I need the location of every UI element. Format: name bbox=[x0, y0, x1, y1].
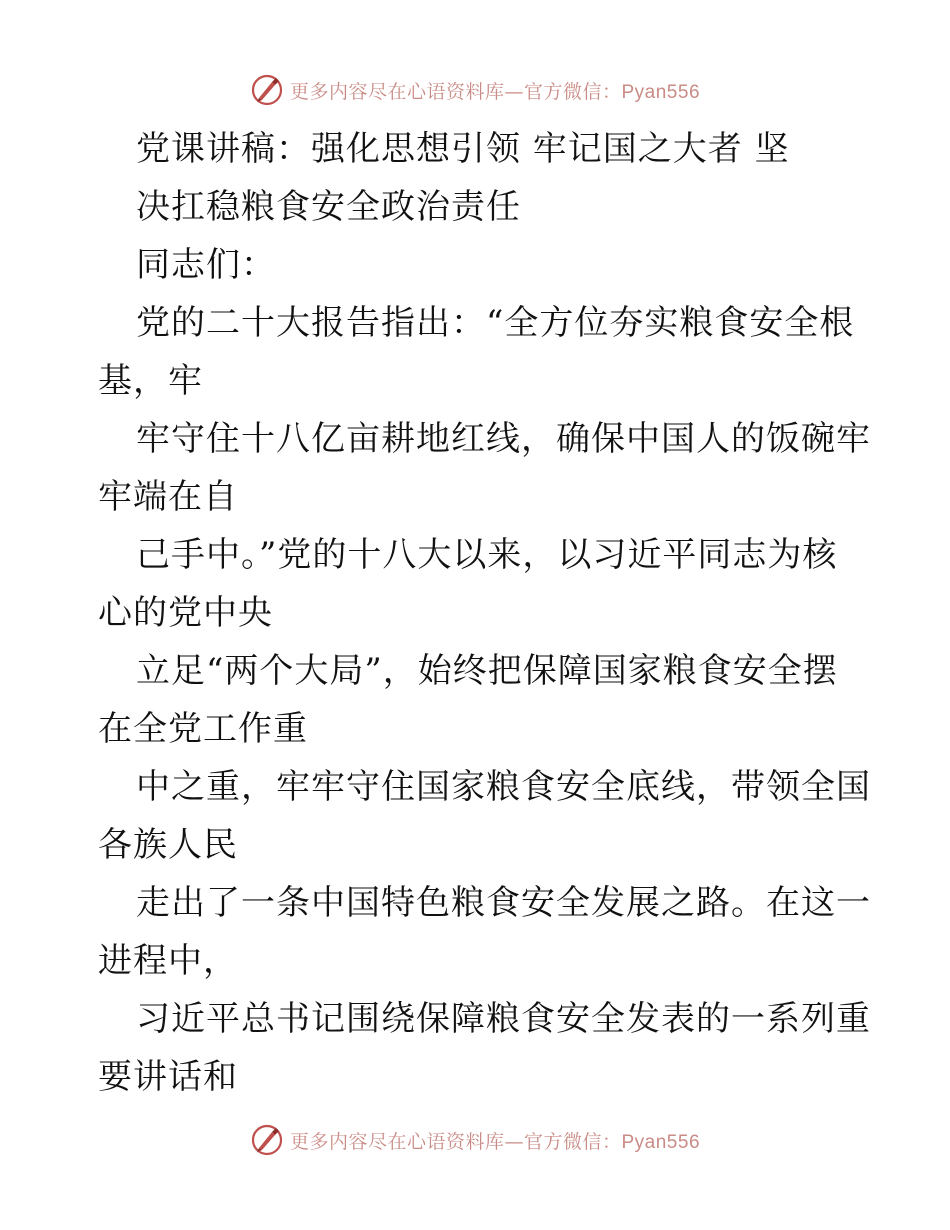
document-body bbox=[98, 120, 871, 1106]
doc-paragraph-line: 立足“两个大局”，始终把保障国家粮食安全摆 bbox=[136, 651, 838, 691]
doc-paragraph-line: 牢守住十八亿亩耕地红线，确保中国人的饭碗牢 bbox=[136, 419, 871, 459]
header-wechat-id: Pyan556 bbox=[621, 81, 701, 103]
doc-title-line-2: 决扛稳粮食安全政治责任 bbox=[136, 187, 521, 227]
doc-paragraph-line: 心的党中央 bbox=[98, 593, 273, 633]
doc-paragraph-line: 牢端在自 bbox=[98, 477, 238, 517]
footer-banner bbox=[0, 1120, 950, 1160]
doc-paragraph-line: 走出了一条中国特色粮食安全发展之路。在这一 bbox=[136, 883, 871, 923]
doc-paragraph-line: 中之重，牢牢守住国家粮食安全底线，带领全国 bbox=[136, 767, 871, 807]
doc-paragraph-line: 在全党工作重 bbox=[98, 709, 308, 749]
doc-paragraph-line: 己手中。”党的十八大以来，以习近平同志为核 bbox=[136, 535, 838, 575]
header-banner-text: 更多内容尽在心语资料库—官方微信：Pyan556 bbox=[289, 80, 701, 103]
doc-paragraph-line: 进程中， bbox=[98, 941, 238, 981]
footer-wechat-id: Pyan556 bbox=[621, 1131, 701, 1153]
doc-greeting: 同志们： bbox=[136, 245, 276, 285]
doc-paragraph-line: 习近平总书记围绕保障粮食安全发表的一系列重 bbox=[136, 999, 871, 1039]
doc-paragraph-line: 各族人民 bbox=[98, 825, 238, 865]
doc-title-line-1: 党课讲稿：强化思想引领 牢记国之大者 坚 bbox=[136, 129, 790, 169]
doc-paragraph-line: 基，牢 bbox=[98, 361, 203, 401]
doc-paragraph-line: 要讲话和 bbox=[98, 1057, 238, 1097]
header-banner bbox=[0, 70, 950, 110]
footer-banner-text: 更多内容尽在心语资料库—官方微信：Pyan556 bbox=[289, 1130, 701, 1153]
quill-pen-logo-icon bbox=[250, 1123, 284, 1157]
quill-pen-logo-icon bbox=[250, 73, 284, 107]
doc-paragraph-line: 党的二十大报告指出：“全方位夯实粮食安全根 bbox=[136, 303, 855, 343]
